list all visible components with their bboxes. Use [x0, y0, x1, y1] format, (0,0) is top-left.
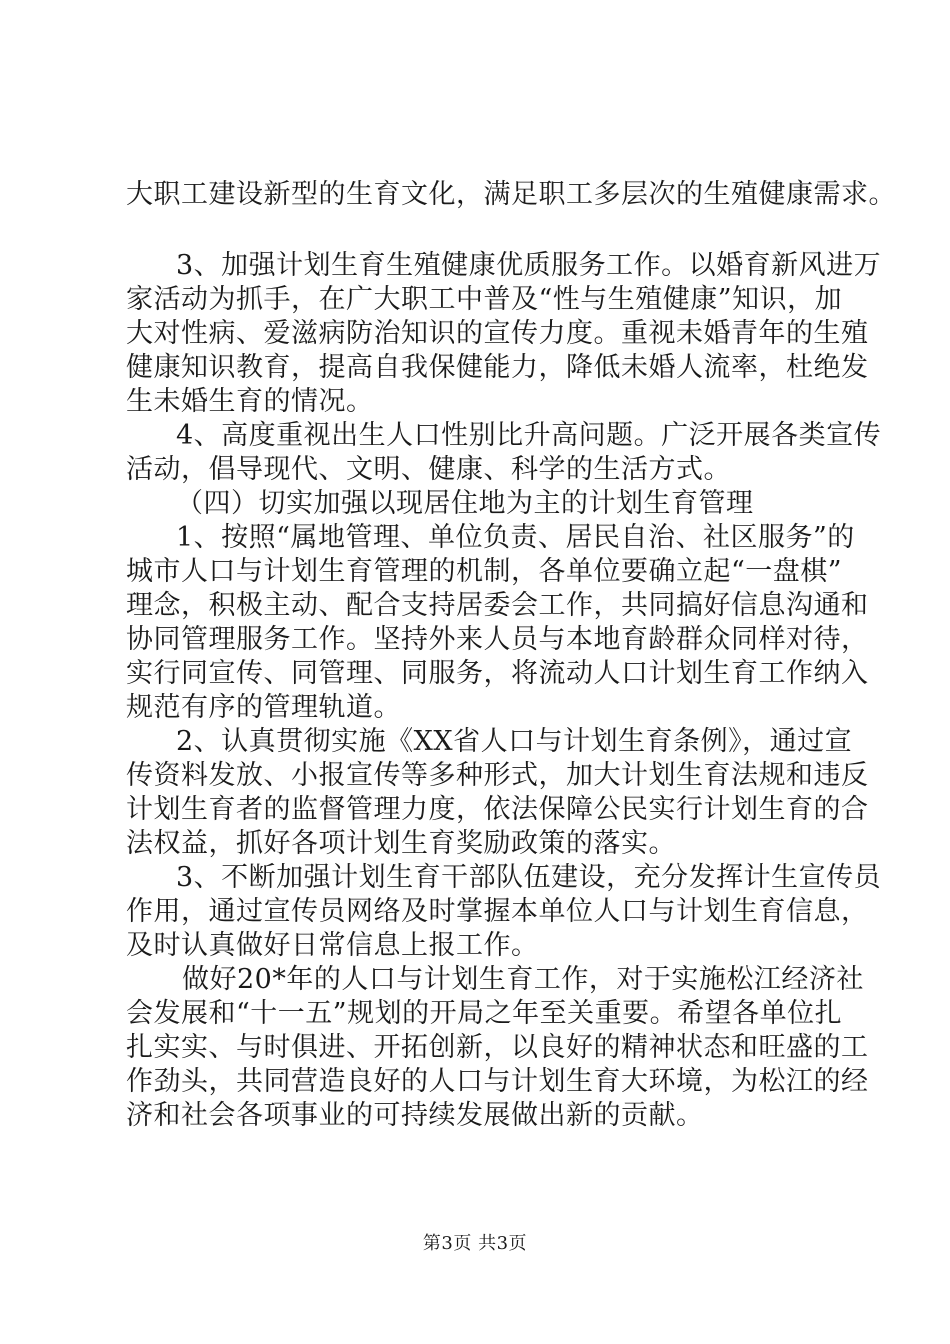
text-line: 传资料发放、小报宣传等多种形式，加大计划生育法规和违反: [126, 760, 869, 791]
text-line: 2、认真贯彻实施《XX省人口与计划生育条例》，通过宣: [176, 726, 853, 757]
text-line: 规范有序的管理轨道。: [126, 692, 401, 723]
page-number-footer: 第3页 共3页: [422, 1233, 528, 1254]
text-line: 及时认真做好日常信息上报工作。: [126, 930, 539, 961]
text-line: 扎实实、与时俱进、开拓创新，以良好的精神状态和旺盛的工: [126, 1032, 869, 1063]
text-line: 协同管理服务工作。坚持外来人员与本地育龄群众同样对待，: [126, 624, 869, 655]
text-line: 家活动为抓手，在广大职工中普及“性与生殖健康”知识，加: [126, 284, 843, 315]
text-line: 会发展和“十一五”规划的开局之年至关重要。希望各单位扎: [126, 998, 843, 1029]
text-line: 生未婚生育的情况。: [126, 386, 374, 417]
text-line: 大对性病、爱滋病防治知识的宣传力度。重视未婚青年的生殖: [126, 318, 869, 349]
text-line: 3、加强计划生育生殖健康优质服务工作。以婚育新风进万: [176, 250, 882, 281]
text-line: 健康知识教育，提高自我保健能力，降低未婚人流率，杜绝发: [126, 352, 869, 383]
text-line: 4、高度重视出生人口性别比升高问题。广泛开展各类宣传: [176, 420, 882, 451]
text-line: 1、按照“属地管理、单位负责、居民自治、社区服务”的: [176, 522, 855, 553]
section-heading: （四）切实加强以现居住地为主的计划生育管理: [176, 488, 754, 519]
text-line: 作用，通过宣传员网络及时掌握本单位人口与计划生育信息，: [126, 896, 869, 927]
text-line: 城市人口与计划生育管理的机制，各单位要确立起“一盘棋”: [126, 556, 843, 587]
text-line: 3、不断加强计划生育干部队伍建设，充分发挥计生宣传员: [176, 862, 882, 893]
text-line: 法权益，抓好各项计划生育奖励政策的落实。: [126, 828, 676, 859]
text-line: 大职工建设新型的生育文化，满足职工多层次的生殖健康需求。: [126, 179, 896, 210]
text-line: 做好20*年的人口与计划生育工作，对于实施松江经济社: [182, 964, 864, 995]
text-line: 实行同宣传、同管理、同服务，将流动人口计划生育工作纳入: [126, 658, 869, 689]
text-line: 理念，积极主动、配合支持居委会工作，共同搞好信息沟通和: [126, 590, 869, 621]
text-line: 济和社会各项事业的可持续发展做出新的贡献。: [126, 1100, 704, 1131]
text-line: 作劲头，共同营造良好的人口与计划生育大环境，为松江的经: [126, 1066, 869, 1097]
text-line: 活动，倡导现代、文明、健康、科学的生活方式。: [126, 454, 731, 485]
text-line: 计划生育者的监督管理力度，依法保障公民实行计划生育的合: [126, 794, 869, 825]
